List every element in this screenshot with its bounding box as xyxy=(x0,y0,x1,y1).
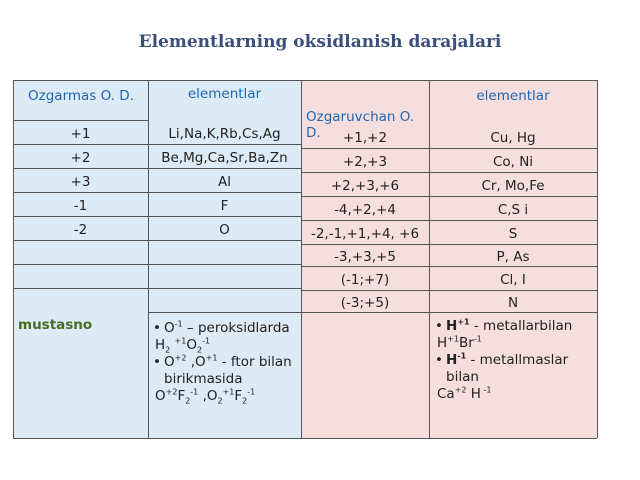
header-elements-1: elementlar xyxy=(187,86,262,102)
variable-state-cell: -4,+2,+4 xyxy=(334,202,396,218)
hydride-metal-exception: • $H^{+1}$ - metallarbilan xyxy=(435,318,596,335)
hydrogen-exceptions xyxy=(432,318,596,403)
exceptions-label: mustasno xyxy=(18,317,93,333)
variable-state-cell: (-3;+5) xyxy=(340,295,390,311)
constant-elements-cell: Be,Mg,Ca,Sr,Ba,Zn xyxy=(161,150,288,166)
constant-elements-cell: F xyxy=(220,198,229,214)
variable-elements-cell: S xyxy=(508,226,518,242)
hydride-nonmetal-formula: $Ca^{+2}$ H $^{-1}$ xyxy=(437,385,492,402)
variable-elements-cell: P, As xyxy=(496,249,530,265)
constant-state-cell: +3 xyxy=(70,174,91,190)
variable-elements-cell: Cl, I xyxy=(500,272,526,288)
constant-state-cell: -2 xyxy=(73,222,88,238)
fluoride-formula: $O^{+2}F_2^{-1}$ $,O_2^{+1}F_2^{-1}$ xyxy=(155,387,256,406)
variable-state-cell: +2,+3 xyxy=(342,154,388,170)
constant-state-cell: -1 xyxy=(73,198,88,214)
hydride-metal-formula: $H^{+1}Br^{-1}$ xyxy=(437,334,482,351)
peroxide-formula: $H_2$ $^{+1}O_2^{-1}$ xyxy=(155,336,211,355)
fluoride-exception: • $O^{+2}$ $,O^{+1}$ - ftor bilan birikmasida xyxy=(153,354,300,388)
header-elements-2: elementlar xyxy=(476,88,550,104)
variable-state-cell: (-1;+7) xyxy=(340,272,390,288)
constant-state-cell: +1 xyxy=(70,126,91,142)
page-title: Elementlarning oksidlanish darajalari xyxy=(138,32,502,52)
variable-elements-cell: Cr, Mo,Fe xyxy=(481,178,545,194)
header-variable-oxidation: Ozgaruvchan O. D. xyxy=(306,109,415,141)
hydride-nonmetal-exception: • $H^{-1}$ - metallmaslar bilan xyxy=(435,352,596,386)
variable-elements-cell: N xyxy=(507,295,519,311)
constant-elements-cell: O xyxy=(219,222,230,238)
peroxide-exception: • $O^{-1}$ – peroksidlarda xyxy=(153,320,300,337)
variable-elements-cell: Cu, Hg xyxy=(490,130,536,146)
variable-state-cell: -2,-1,+1,+4, +6 xyxy=(310,226,420,242)
oxygen-exceptions xyxy=(150,320,300,405)
variable-state-cell: +1,+2 xyxy=(342,130,388,146)
variable-elements-cell: Co, Ni xyxy=(492,154,534,170)
variable-elements-cell: C,S i xyxy=(497,202,529,218)
constant-elements-cell: Li,Na,K,Rb,Cs,Ag xyxy=(168,126,281,142)
variable-state-cell: +2,+3,+6 xyxy=(330,178,400,194)
header-constant-oxidation: Ozgarmas O. D. xyxy=(28,88,134,104)
variable-state-cell: -3,+3,+5 xyxy=(334,249,396,265)
constant-state-cell: +2 xyxy=(70,150,91,166)
constant-elements-cell: Al xyxy=(218,174,231,190)
